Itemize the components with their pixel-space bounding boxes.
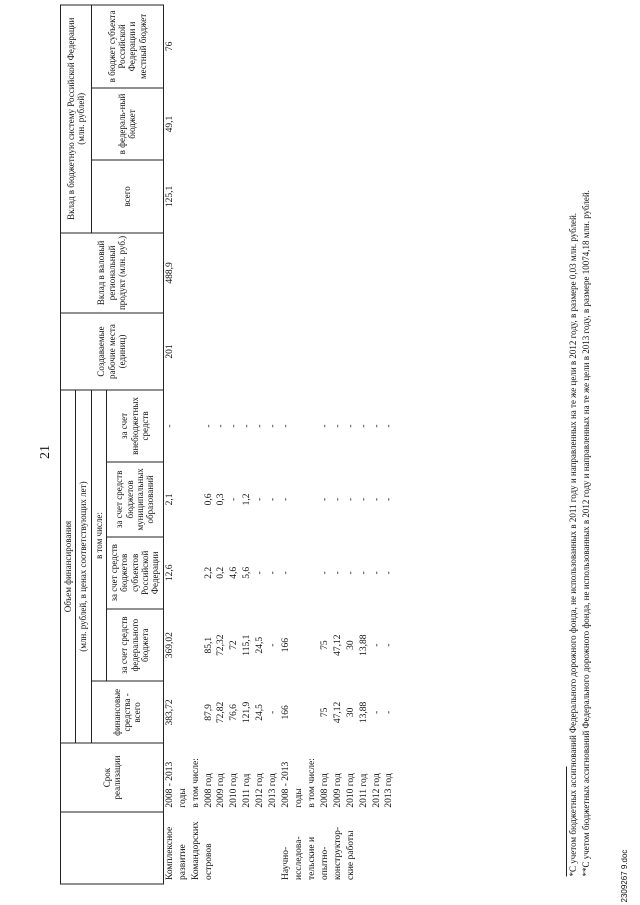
cell-extrabudget bbox=[177, 390, 190, 462]
cell-c_subj bbox=[345, 5, 358, 88]
table-row bbox=[177, 5, 190, 884]
cell-grp bbox=[383, 233, 396, 314]
cell-extrabudget: - bbox=[255, 424, 266, 428]
cell-name bbox=[267, 812, 280, 884]
cell-c_subj bbox=[190, 5, 203, 88]
cell-c_total bbox=[190, 160, 203, 232]
header-period: Срок реализации bbox=[61, 743, 164, 811]
cell-name: ские работы bbox=[345, 830, 356, 880]
cell-c_fed bbox=[358, 88, 371, 160]
cell-name bbox=[358, 812, 371, 884]
cell-municipal bbox=[293, 462, 306, 536]
cell-period: 2010 год bbox=[345, 773, 356, 808]
cell-period: 2008 год bbox=[203, 773, 214, 808]
header-contrib-subject: в бюджет субъекта Российской Федерации и местный бюджет bbox=[91, 5, 163, 88]
cell-regional: - bbox=[371, 571, 382, 575]
cell-extrabudget: - bbox=[268, 424, 279, 428]
cell-total: - bbox=[268, 710, 279, 714]
cell-municipal: - bbox=[319, 497, 330, 501]
cell-c_total bbox=[371, 160, 384, 232]
cell-grp bbox=[228, 233, 241, 314]
cell-extrabudget: - bbox=[371, 424, 382, 428]
table-row bbox=[203, 5, 216, 884]
cell-total: 24,5 bbox=[255, 704, 266, 721]
cell-c_fed bbox=[371, 88, 384, 160]
cell-municipal: 0,6 bbox=[203, 493, 214, 506]
cell-federal: 13,88 bbox=[358, 634, 369, 656]
cell-grp bbox=[215, 233, 228, 314]
cell-extrabudget: - bbox=[384, 424, 395, 428]
cell-grp bbox=[267, 233, 280, 314]
cell-municipal: - bbox=[371, 497, 382, 501]
header-name-col bbox=[61, 812, 164, 884]
cell-c_total bbox=[267, 160, 280, 232]
cell-jobs bbox=[293, 313, 306, 390]
cell-c_subj bbox=[215, 5, 228, 88]
cell-extrabudget: - bbox=[281, 424, 292, 428]
table-row bbox=[306, 5, 319, 884]
cell-c_fed bbox=[203, 88, 216, 160]
cell-federal: 30 bbox=[345, 640, 356, 650]
header-in-that: в том числе: bbox=[91, 390, 106, 682]
cell-extrabudget: - bbox=[358, 424, 369, 428]
footnote-2: **С учетом бюджетных ассигнований Федерального дорожного фонда, не использованных в 2012 году и направленных на те же цели в 2013 году, в размере 10074,18 млн. рублей. bbox=[581, 190, 591, 877]
cell-regional: - bbox=[255, 571, 266, 575]
cell-period: 2008 - 2013 bbox=[164, 761, 175, 808]
header-volume-group: Объем финансирования bbox=[61, 390, 76, 744]
cell-name: Командорских bbox=[190, 821, 201, 880]
cell-extrabudget: - bbox=[319, 424, 330, 428]
cell-total: 75 bbox=[319, 707, 330, 718]
cell-c_subj bbox=[203, 5, 216, 88]
cell-jobs bbox=[203, 313, 216, 390]
table-row bbox=[383, 5, 396, 884]
cell-jobs bbox=[177, 313, 190, 390]
table-row bbox=[371, 5, 384, 884]
cell-name: развитие bbox=[177, 844, 188, 880]
cell-regional: - bbox=[319, 571, 330, 575]
cell-municipal: 2,1 bbox=[164, 493, 175, 506]
cell-regional: - bbox=[332, 571, 343, 575]
header-grp: Вклад в валовый региональный продукт (млн. руб.) bbox=[61, 233, 164, 314]
cell-period: 2013 год bbox=[384, 773, 395, 808]
cell-period: 2011 год bbox=[242, 773, 253, 808]
cell-federal: 166 bbox=[281, 638, 292, 653]
cell-regional: - bbox=[345, 571, 356, 575]
cell-grp bbox=[177, 233, 190, 314]
cell-name bbox=[383, 812, 396, 884]
cell-c_total bbox=[332, 160, 345, 232]
cell-jobs bbox=[332, 313, 345, 390]
header-regional: за счет средств бюджетов субъектов Российской Федерации bbox=[107, 537, 164, 609]
cell-extrabudget: - bbox=[216, 424, 227, 428]
cell-c_total bbox=[293, 160, 306, 232]
cell-c_total bbox=[203, 160, 216, 232]
cell-period: 2009 год bbox=[332, 773, 343, 808]
table-row bbox=[215, 5, 228, 884]
cell-c_subj bbox=[293, 5, 306, 88]
cell-municipal: - bbox=[384, 497, 395, 501]
cell-c_subj bbox=[371, 5, 384, 88]
table-row bbox=[319, 5, 332, 884]
cell-c_fed bbox=[267, 88, 280, 160]
cell-c_fed bbox=[306, 88, 319, 160]
cell-federal: 24,5 bbox=[255, 636, 266, 654]
cell-c_fed bbox=[345, 88, 358, 160]
cell-period: годы bbox=[177, 788, 188, 808]
cell-name bbox=[215, 812, 228, 884]
table-body bbox=[163, 5, 396, 884]
table-row bbox=[280, 5, 293, 884]
cell-period: 2012 год bbox=[255, 773, 266, 808]
cell-grp bbox=[358, 233, 371, 314]
cell-c_fed bbox=[254, 88, 267, 160]
cell-federal bbox=[293, 609, 306, 681]
cell-municipal bbox=[306, 462, 319, 536]
cell-extrabudget bbox=[306, 390, 319, 462]
cell-c_fed bbox=[280, 88, 293, 160]
financing-table bbox=[60, 5, 396, 885]
cell-regional: 2,2 bbox=[203, 566, 214, 579]
cell-jobs bbox=[306, 313, 319, 390]
cell-regional: 0,2 bbox=[216, 566, 227, 579]
page-number: 21 bbox=[38, 445, 53, 459]
table-row bbox=[358, 5, 371, 884]
cell-c_total bbox=[319, 160, 332, 232]
cell-jobs bbox=[319, 313, 332, 390]
cell-c_fed bbox=[190, 88, 203, 160]
cell-jobs bbox=[267, 313, 280, 390]
cell-grp bbox=[371, 233, 384, 314]
cell-c_fed bbox=[332, 88, 345, 160]
cell-grp bbox=[254, 233, 267, 314]
cell-grp bbox=[203, 233, 216, 314]
cell-name: тельские и bbox=[306, 836, 317, 880]
cell-total: 47,12 bbox=[332, 701, 343, 724]
cell-name: конструктор- bbox=[332, 826, 343, 880]
cell-regional: - bbox=[281, 571, 292, 575]
footnote-1: *С учетом бюджетных ассигнований Федерального дорожного фонда, не использованных в 2011 году и направленных на те же цели в 2012 году, в размере 0,03 млн. рублей. bbox=[568, 212, 578, 877]
cell-federal: 72,32 bbox=[216, 634, 227, 656]
cell-period: 2008 год bbox=[319, 773, 330, 808]
cell-period: 2008 - 2013 bbox=[281, 761, 292, 808]
cell-total: 13,88 bbox=[358, 701, 369, 724]
cell-jobs bbox=[280, 313, 293, 390]
cell-jobs: 201 bbox=[164, 344, 175, 359]
cell-c_subj bbox=[383, 5, 396, 88]
cell-c_subj bbox=[254, 5, 267, 88]
cell-municipal bbox=[177, 462, 190, 536]
cell-jobs bbox=[254, 313, 267, 390]
cell-c_subj bbox=[267, 5, 280, 88]
cell-period: 2009 год bbox=[216, 773, 227, 808]
header-municipal: за счет средств бюджетов муниципальных образований bbox=[107, 462, 164, 536]
cell-name bbox=[228, 812, 241, 884]
cell-c_total bbox=[228, 160, 241, 232]
cell-total: 87,9 bbox=[203, 704, 214, 721]
cell-c_fed: 49,1 bbox=[164, 115, 175, 133]
cell-name bbox=[371, 812, 384, 884]
cell-regional bbox=[177, 537, 190, 609]
table-row bbox=[254, 5, 267, 884]
cell-c_fed bbox=[228, 88, 241, 160]
cell-grp bbox=[293, 233, 306, 314]
cell-grp bbox=[190, 233, 203, 314]
header-extrabudget: за счет внебюджетных средств bbox=[107, 390, 164, 462]
cell-grp bbox=[241, 233, 254, 314]
cell-jobs bbox=[228, 313, 241, 390]
cell-c_fed bbox=[177, 88, 190, 160]
cell-total: 76,6 bbox=[229, 704, 240, 721]
cell-c_total bbox=[306, 160, 319, 232]
cell-federal: 75 bbox=[319, 640, 330, 650]
cell-municipal: - bbox=[345, 497, 356, 501]
table-row bbox=[241, 5, 254, 884]
cell-c_total bbox=[280, 160, 293, 232]
cell-total: - bbox=[384, 710, 395, 714]
cell-jobs bbox=[371, 313, 384, 390]
cell-extrabudget: - bbox=[229, 424, 240, 428]
cell-federal: 115,1 bbox=[242, 634, 253, 656]
cell-c_subj bbox=[177, 5, 190, 88]
cell-grp: 488,9 bbox=[164, 262, 175, 284]
cell-total: 166 bbox=[281, 705, 292, 720]
cell-grp bbox=[332, 233, 345, 314]
cell-municipal: - bbox=[281, 497, 292, 501]
cell-extrabudget: - bbox=[332, 424, 343, 428]
cell-federal: 85,1 bbox=[203, 636, 214, 654]
cell-name: Научно- bbox=[281, 846, 292, 880]
cell-extrabudget: - bbox=[164, 424, 175, 428]
cell-federal: 47,12 bbox=[332, 634, 343, 656]
cell-name bbox=[241, 812, 254, 884]
cell-jobs bbox=[383, 313, 396, 390]
cell-c_subj bbox=[332, 5, 345, 88]
cell-extrabudget bbox=[190, 390, 203, 462]
cell-name: Комплексное bbox=[164, 826, 175, 880]
cell-c_total bbox=[358, 160, 371, 232]
cell-period: 2010 год bbox=[229, 773, 240, 808]
cell-federal: - bbox=[384, 643, 395, 647]
header-contrib-federal: в федераль-ный бюджет bbox=[91, 88, 163, 160]
cell-federal bbox=[306, 609, 319, 681]
header-total: финансовые средства - всего bbox=[91, 681, 163, 743]
table-row bbox=[163, 5, 176, 884]
cell-total bbox=[306, 681, 319, 743]
cell-name bbox=[254, 812, 267, 884]
cell-total: - bbox=[371, 710, 382, 714]
cell-regional bbox=[306, 537, 319, 609]
cell-name: опытно- bbox=[319, 846, 330, 880]
cell-total bbox=[190, 681, 203, 743]
cell-municipal: - bbox=[255, 497, 266, 501]
cell-federal: - bbox=[268, 643, 279, 647]
cell-c_subj bbox=[358, 5, 371, 88]
cell-name: островов bbox=[203, 843, 214, 880]
cell-federal bbox=[190, 609, 203, 681]
cell-c_total bbox=[254, 160, 267, 232]
cell-c_total bbox=[345, 160, 358, 232]
cell-period: 2011 год bbox=[358, 773, 369, 808]
cell-municipal: 0,3 bbox=[216, 493, 227, 506]
cell-municipal: - bbox=[229, 497, 240, 501]
cell-total: 30 bbox=[345, 707, 356, 718]
cell-grp bbox=[306, 233, 319, 314]
cell-c_total bbox=[215, 160, 228, 232]
cell-c_subj bbox=[241, 5, 254, 88]
cell-c_total bbox=[177, 160, 190, 232]
cell-municipal: - bbox=[332, 497, 343, 501]
header-jobs: Создаваемые рабочие места (единиц) bbox=[61, 313, 164, 390]
cell-regional: 5,6 bbox=[242, 566, 253, 579]
header-volume-subtitle: (млн. рублей, в ценах соответствующих лет) bbox=[76, 390, 91, 744]
cell-period: в том числе: bbox=[190, 758, 201, 808]
cell-extrabudget bbox=[293, 390, 306, 462]
footnote-separator bbox=[566, 767, 567, 877]
cell-c_fed bbox=[319, 88, 332, 160]
cell-municipal: - bbox=[268, 497, 279, 501]
cell-c_total bbox=[383, 160, 396, 232]
cell-total: 121,9 bbox=[242, 701, 253, 724]
header-contrib-group: Вклад в бюджетную систему Российской Федерации (млн. рублей) bbox=[61, 5, 92, 233]
cell-jobs bbox=[241, 313, 254, 390]
cell-regional: 12,6 bbox=[164, 564, 175, 582]
cell-municipal: 1,2 bbox=[242, 493, 253, 506]
cell-c_fed bbox=[215, 88, 228, 160]
cell-total: 72,82 bbox=[216, 701, 227, 724]
cell-extrabudget: - bbox=[203, 424, 214, 428]
cell-period: 2013 год bbox=[268, 773, 279, 808]
table-row bbox=[345, 5, 358, 884]
cell-regional bbox=[190, 537, 203, 609]
cell-grp bbox=[280, 233, 293, 314]
cell-period: 2012 год bbox=[371, 773, 382, 808]
table-row bbox=[293, 5, 306, 884]
cell-jobs bbox=[358, 313, 371, 390]
header-federal: за счет средств федерального бюджета bbox=[107, 609, 164, 681]
cell-c_subj bbox=[228, 5, 241, 88]
cell-jobs bbox=[345, 313, 358, 390]
cell-period: годы bbox=[293, 788, 304, 808]
cell-total bbox=[293, 681, 306, 743]
cell-c_fed bbox=[241, 88, 254, 160]
table-row bbox=[228, 5, 241, 884]
cell-period: в том числе: bbox=[306, 758, 317, 808]
cell-jobs bbox=[190, 313, 203, 390]
cell-c_subj bbox=[306, 5, 319, 88]
cell-regional: - bbox=[384, 571, 395, 575]
cell-name: исследова- bbox=[293, 836, 304, 880]
header-contrib-total: всего bbox=[91, 160, 163, 232]
cell-c_subj bbox=[280, 5, 293, 88]
cell-c_fed bbox=[293, 88, 306, 160]
cell-extrabudget: - bbox=[242, 424, 253, 428]
cell-federal: 369,02 bbox=[164, 632, 175, 659]
cell-jobs bbox=[215, 313, 228, 390]
cell-c_subj: 76 bbox=[164, 41, 175, 52]
cell-federal: 72 bbox=[229, 640, 240, 650]
cell-grp bbox=[345, 233, 358, 314]
cell-c_fed bbox=[383, 88, 396, 160]
cell-federal: - bbox=[371, 643, 382, 647]
cell-c_subj bbox=[319, 5, 332, 88]
cell-extrabudget: - bbox=[345, 424, 356, 428]
cell-total bbox=[177, 681, 190, 743]
cell-c_total bbox=[241, 160, 254, 232]
table-row bbox=[190, 5, 203, 884]
cell-municipal: - bbox=[358, 497, 369, 501]
cell-total: 383,72 bbox=[164, 699, 175, 726]
cell-regional: 4,6 bbox=[229, 566, 240, 579]
cell-federal bbox=[177, 609, 190, 681]
cell-c_total: 125,1 bbox=[164, 185, 175, 208]
table-row bbox=[267, 5, 280, 884]
cell-regional: - bbox=[268, 571, 279, 575]
cell-municipal bbox=[190, 462, 203, 536]
document-id: 2309267 9.doc bbox=[620, 849, 629, 903]
cell-grp bbox=[319, 233, 332, 314]
table-row bbox=[332, 5, 345, 884]
cell-regional: - bbox=[358, 571, 369, 575]
cell-regional bbox=[293, 537, 306, 609]
